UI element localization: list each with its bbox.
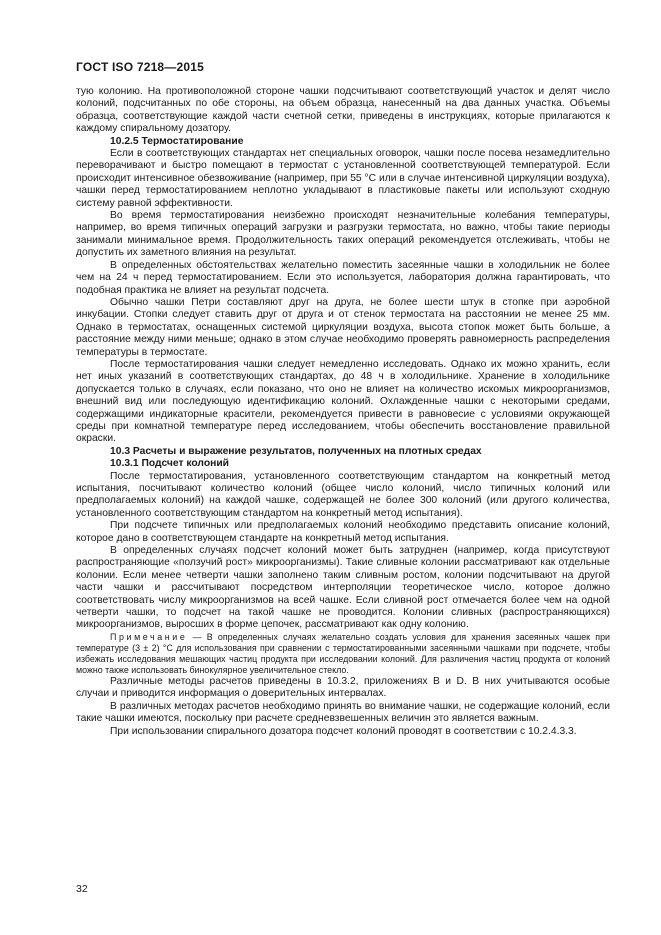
document-body: [76, 86, 610, 738]
page-header-title: ГОСТ ISO 7218—2015: [76, 60, 205, 74]
paragraph: При использовании спирального дозатора подсчет колоний проводят в соответствии с 10.2.4.3.3.: [110, 725, 577, 737]
paragraph: В определенных обстоятельствах желательно поместить засеянные чашки в холодильник не более чем на 24 ч перед термостатированием. Если это используется, лаборатория должна гарантировать, что подобная практика не влияет на результат подсчета.: [76, 259, 610, 296]
paragraph: В определенных случаях подсчет колоний может быть затруднен (например, когда присутствуют распространяющие «ползучий рост» микроорганизмы). Такие сливные колонии рассматривают как отдельные колонии. Если менее четверти чашки заполнено таким сливным ростом, колонии подсчитывают на другой части чашки и рассчитывают посредством интерполяции теоретическое число, которое должно соответствовать числу микроорганизмов на всей чашке. Если сливной рост отмечается более чем на одной четверти чашки, то подсчет на такой чашке не проводится. Колонии сливных (распространяющихся) микроорганизмов, выросших в форме цепочек, рассматривают как одну колонию.: [76, 545, 610, 631]
subsection-heading-10-3-1: 10.3.1 Подсчет колоний: [110, 458, 230, 470]
paragraph: Если в соответствующих стандартах нет специальных оговорок, чашки после посева незамедлительно переворачивают и быстро помещают в термостат с установленной соответствующей температурой. Если происходит интенсивное обезвоживание (например, при 55 °С или в случае интенсивной циркуляции воздуха), чашки перед термостатированием неплотно укладывают в пластиковые пакеты или используют сходную систему равной эффективности.: [76, 148, 610, 209]
note-text: — В определенных случаях желательно создать условия для хранения засеянных чашек при температуре (3 ± 2) °С для использования при сравнении с термостатированными засеянными чашками при подсчете, чтобы избежать исследования мешающих частиц продукта при исследовании колоний. Для различения частиц продукта от колоний можно также использовать бинокулярное увеличительное стекло.: [76, 631, 610, 675]
paragraph: Различные методы расчетов приведены в 10.3.2, приложениях В и D. В них учитываются особые случаи и приводится информация о доверительных интервалах.: [76, 675, 610, 700]
paragraph: После термостатирования, установленного соответствующим стандартом на конкретный метод испытания, посчитывают количество колоний (общее число колоний, число типичных колоний или предполагаемых колоний) на каждой чашке, содержащей не более 300 колоний (или другого количества, установленного соответствующим стандартом на конкретный метод испытания).: [76, 470, 610, 519]
paragraph: тую колонию. На противоположной стороне чашки подсчитывают соответствующий участок и делят число колоний, подсчитанных по обе стороны, на объем образца, нанесенный на два данных участка. Объемы образца, соответствующие каждой части счетной сетки, приведены в инструкциях, которые прилагаются к каждому спиральному дозатору.: [76, 86, 610, 135]
paragraph: При подсчете типичных или предполагаемых колоний необходимо представить описание колоний, которое дано в соответствующем стандарте на конкретный метод испытания.: [76, 520, 610, 544]
note-label: Примечание: [110, 631, 188, 642]
paragraph: В различных методах расчетов необходимо принять во внимание чашки, не содержащие колоний, если такие чашки имеются, поскольку при расчете средневзвешенных величин это является важным.: [76, 700, 610, 725]
subsection-heading-10-2-5: 10.2.5 Термостатирование: [110, 135, 244, 147]
paragraph: После термостатирования чашки следует немедленно исследовать. Однако их можно хранить, если нет иных указаний в соответствующих стандартах, до 48 ч в холодильнике. Хранение в холодильнике допускается только в случаях, если показано, что оно не влияет на количество искомых микроорганизмов, внешний вид или последующую идентификацию колоний. Охлажденные чашки с некоторыми средами, содержащими индикаторные красители, рекомендуется привести в равновесие с условиями окружающей среды при комнатной температуре перед исследованием, чтобы обеспечить восстановление правильной окраски.: [76, 358, 610, 445]
note: [76, 632, 610, 676]
section-heading-10-3: 10.3 Расчеты и выражение результатов, полученных на плотных средах: [110, 445, 482, 457]
paragraph: Обычно чашки Петри составляют друг на друга, не более шести штук в стопке при аэробной инкубации. Стопки следует ставить друг от друга и от стенок термостата на расстоянии не менее 25 мм. Однако в термостатах, оснащенных системой циркуляции воздуха, высота стопок может быть больше, а расстояние между ними меньше; однако в этом случае необходимо проверять равномерность распределения температуры в термостате.: [76, 296, 610, 358]
paragraph: Во время термостатирования неизбежно происходят незначительные колебания температуры, например, во время типичных операций загрузки и разгрузки термостата, но важно, чтобы такие периоды занимали минимальное время. Продолжительность таких операций рекомендуется отслеживать, чтобы не допустить их заметного влияния на результат.: [76, 210, 610, 259]
page-number: 32: [76, 883, 88, 895]
